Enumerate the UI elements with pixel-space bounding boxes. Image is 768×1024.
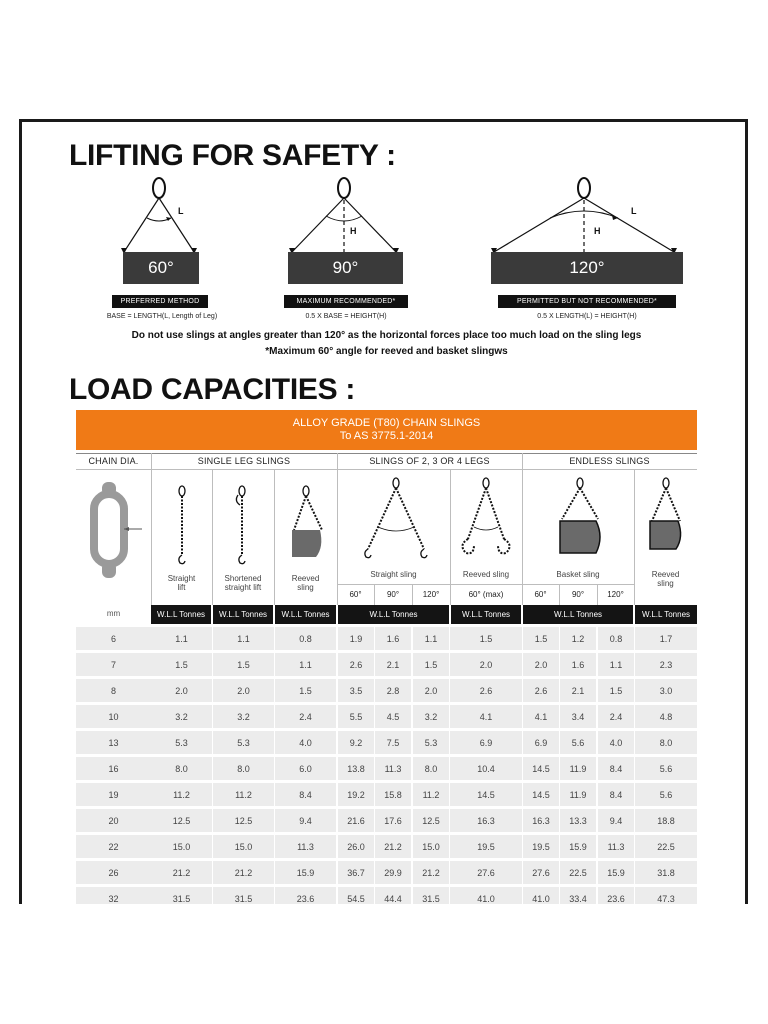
table-row <box>76 757 697 780</box>
chain-diameter-cell: 7 <box>76 653 151 676</box>
wll-cell: 31.8 <box>635 861 697 884</box>
tag-permitted: PERMITTED BUT NOT RECOMMENDED* <box>498 295 676 308</box>
wll-cell: 12.5 <box>213 809 274 832</box>
wll-cell: 11.9 <box>560 757 596 780</box>
chain-diameter-cell: 16 <box>76 757 151 780</box>
chain-diameter-cell: 20 <box>76 809 151 832</box>
header-single-leg: SINGLE LEG SLINGS <box>197 456 291 466</box>
wll-cell: 3.5 <box>338 679 374 702</box>
wll-cell: 8.0 <box>413 757 449 780</box>
lifting-title: LIFTING FOR SAFETY : <box>69 139 396 172</box>
banner-line-2: To AS 3775.1-2014 <box>339 430 434 442</box>
wll-cell: 3.2 <box>413 705 449 728</box>
wll-cell: 0.8 <box>598 627 634 650</box>
wll-cell: 41.0 <box>523 887 559 904</box>
wll-cell: 1.2 <box>560 627 596 650</box>
wll-cell: 5.3 <box>213 731 274 754</box>
wll-cell: 12.5 <box>413 809 449 832</box>
wll-cell: 13.3 <box>560 809 596 832</box>
wll-cell: 5.6 <box>635 783 697 806</box>
wll-cell: 4.0 <box>275 731 336 754</box>
wll-cell: 15.9 <box>560 835 596 858</box>
unit-mm: mm <box>106 609 121 618</box>
wll-cell: 1.9 <box>338 627 374 650</box>
chain-diameter-cell: 13 <box>76 731 151 754</box>
wll-cell: 1.5 <box>450 627 522 650</box>
wll-cell: 11.9 <box>560 783 596 806</box>
wll-cell: 9.4 <box>598 809 634 832</box>
wll-cell: 13.8 <box>338 757 374 780</box>
wll-cell: 1.1 <box>151 627 212 650</box>
table-row <box>76 705 697 728</box>
wll-cell: 11.3 <box>598 835 634 858</box>
wll-cell: 1.5 <box>275 679 336 702</box>
wll-cell: 15.8 <box>375 783 411 806</box>
chain-diameter-cell: 19 <box>76 783 151 806</box>
wll-cell: 1.5 <box>151 653 212 676</box>
height-label: H <box>594 226 601 236</box>
chain-diameter-cell: 32 <box>76 887 151 904</box>
wll-straight: W.L.L Tonnes <box>151 605 211 624</box>
wll-endless-reeved: W.L.L Tonnes <box>635 605 697 624</box>
wll-cell: 2.0 <box>450 653 522 676</box>
table-row <box>76 627 697 650</box>
wll-cell: 27.6 <box>450 861 522 884</box>
wll-cell: 4.5 <box>375 705 411 728</box>
angle-e120: 120° <box>607 590 624 599</box>
chain-diameter-cell: 6 <box>76 627 151 650</box>
wll-cell: 1.1 <box>275 653 336 676</box>
wll-cell: 2.4 <box>598 705 634 728</box>
table-banner <box>76 410 697 450</box>
wll-cell: 2.4 <box>275 705 336 728</box>
wll-cell: 29.9 <box>375 861 411 884</box>
wll-cell: 1.6 <box>560 653 596 676</box>
wll-cell: 3.2 <box>151 705 212 728</box>
table-row <box>76 679 697 702</box>
wll-cell: 4.8 <box>635 705 697 728</box>
wll-cell: 3.4 <box>560 705 596 728</box>
wll-cell: 2.1 <box>375 653 411 676</box>
wll-cell: 2.3 <box>635 653 697 676</box>
wll-cell: 18.8 <box>635 809 697 832</box>
wll-cell: 19.2 <box>338 783 374 806</box>
wll-cell: 36.7 <box>338 861 374 884</box>
table-row <box>76 861 697 884</box>
formula-60: BASE = LENGTH(L, Length of Leg) <box>106 313 218 320</box>
caption-endless-reeved: Reeved sling <box>651 570 680 588</box>
wll-cell: 8.0 <box>213 757 274 780</box>
wll-cell: 2.0 <box>413 679 449 702</box>
caption-reeved-sling: Reeved sling <box>462 570 510 579</box>
wll-cell: 2.6 <box>523 679 559 702</box>
wll-cell: 26.0 <box>338 835 374 858</box>
wll-cell: 8.4 <box>598 757 634 780</box>
basket-sling-icon <box>550 477 610 567</box>
wll-cell: 15.9 <box>275 861 336 884</box>
wll-cell: 15.0 <box>151 835 212 858</box>
shortened-lift-icon <box>230 485 254 567</box>
wll-cell: 1.1 <box>413 627 449 650</box>
height-label: H <box>350 226 357 236</box>
header-chain-dia: CHAIN DIA. <box>88 456 139 466</box>
wll-cell: 10.4 <box>450 757 522 780</box>
wll-cell: 3.0 <box>635 679 697 702</box>
wll-cell: 5.6 <box>560 731 596 754</box>
angle-plate-120: 120° <box>491 252 683 284</box>
chain-diameter-cell: 22 <box>76 835 151 858</box>
wll-cell: 1.1 <box>213 627 274 650</box>
wll-cell: 7.5 <box>375 731 411 754</box>
straight-sling-icon <box>358 477 434 567</box>
wll-cell: 2.8 <box>375 679 411 702</box>
table-row <box>76 887 697 904</box>
wll-cell: 2.0 <box>213 679 274 702</box>
wll-cell: 21.6 <box>338 809 374 832</box>
wll-cell: 8.4 <box>275 783 336 806</box>
wll-reeved: W.L.L Tonnes <box>275 605 336 624</box>
wll-cell: 4.0 <box>598 731 634 754</box>
wll-cell: 15.9 <box>598 861 634 884</box>
wll-cell: 21.2 <box>413 861 449 884</box>
wll-cell: 4.1 <box>523 705 559 728</box>
table-row <box>76 835 697 858</box>
leg-label: L <box>631 206 637 216</box>
leg-label: L <box>178 206 184 216</box>
angle-plate-60: 60° <box>123 252 199 284</box>
wll-cell: 27.6 <box>523 861 559 884</box>
wll-cell: 0.8 <box>275 627 336 650</box>
wll-reeved-multi: W.L.L Tonnes <box>451 605 521 624</box>
reeved-sling-icon <box>284 485 328 567</box>
table-row <box>76 653 697 676</box>
wll-cell: 23.6 <box>275 887 336 904</box>
wll-cell: 2.1 <box>560 679 596 702</box>
table-row <box>76 783 697 806</box>
wll-cell: 14.5 <box>450 783 522 806</box>
wll-cell: 21.2 <box>375 835 411 858</box>
header-endless: ENDLESS SLINGS <box>569 456 650 466</box>
angle-e90: 90° <box>571 590 585 599</box>
angle-e60: 60° <box>534 590 547 599</box>
wll-cell: 16.3 <box>450 809 522 832</box>
warning-text: Do not use slings at angles greater than 120° as the horizontal forces place too much load on the sling legs <box>131 330 642 341</box>
wll-cell: 5.3 <box>151 731 212 754</box>
wll-cell: 31.5 <box>213 887 274 904</box>
reeved-multi-sling-icon <box>454 477 518 567</box>
wll-cell: 21.2 <box>151 861 212 884</box>
chain-diameter-cell: 26 <box>76 861 151 884</box>
load-title: LOAD CAPACITIES : <box>69 373 356 406</box>
chain-diameter-cell: 10 <box>76 705 151 728</box>
document-sheet <box>19 119 748 904</box>
banner-line-1: ALLOY GRADE (T80) CHAIN SLINGS <box>292 417 481 429</box>
wll-cell: 8.0 <box>635 731 697 754</box>
angle-60: 60° <box>349 590 362 599</box>
wll-cell: 1.7 <box>635 627 697 650</box>
wll-cell: 5.6 <box>635 757 697 780</box>
wll-cell: 1.5 <box>523 627 559 650</box>
caption-straight-sling: Straight sling <box>370 570 417 579</box>
formula-120: 0.5 X LENGTH(L) = HEIGHT(H) <box>537 313 637 320</box>
caption-reeved: Reeved sling <box>291 574 320 592</box>
wll-cell: 33.4 <box>560 887 596 904</box>
endless-reeved-icon <box>646 477 686 567</box>
wll-cell: 17.6 <box>375 809 411 832</box>
wll-cell: 9.4 <box>275 809 336 832</box>
wll-cell: 6.9 <box>523 731 559 754</box>
wll-cell: 11.2 <box>151 783 212 806</box>
formula-90: 0.5 X BASE = HEIGHT(H) <box>305 313 387 320</box>
header-multi-leg: SLINGS OF 2, 3 OR 4 LEGS <box>369 456 490 466</box>
wll-cell: 21.2 <box>213 861 274 884</box>
angle-90: 90° <box>386 590 400 599</box>
master-link-icon <box>338 178 350 198</box>
wll-cell: 1.5 <box>413 653 449 676</box>
wll-shortened: W.L.L Tonnes <box>213 605 273 624</box>
wll-cell: 23.6 <box>598 887 634 904</box>
caption-basket-sling: Basket sling <box>556 570 600 579</box>
wll-cell: 22.5 <box>635 835 697 858</box>
wll-cell: 1.5 <box>213 653 274 676</box>
wll-cell: 2.6 <box>450 679 522 702</box>
wll-cell: 11.2 <box>213 783 274 806</box>
wll-cell: 1.6 <box>375 627 411 650</box>
wll-cell: 2.0 <box>151 679 212 702</box>
wll-cell: 1.1 <box>598 653 634 676</box>
footnote-text: *Maximum 60° angle for reeved and basket slingws <box>265 346 508 357</box>
wll-cell: 19.5 <box>450 835 522 858</box>
master-link-icon <box>153 178 165 198</box>
wll-cell: 14.5 <box>523 783 559 806</box>
table-row <box>76 809 697 832</box>
straight-lift-icon <box>170 485 194 567</box>
tag-maximum: MAXIMUM RECOMMENDED* <box>284 295 408 308</box>
wll-cell: 54.5 <box>338 887 374 904</box>
chain-link-icon <box>86 482 146 582</box>
wll-cell: 47.3 <box>635 887 697 904</box>
wll-cell: 5.3 <box>413 731 449 754</box>
wll-multi: W.L.L Tonnes <box>338 605 449 624</box>
angle-plate-90: 90° <box>288 252 403 284</box>
wll-cell: 12.5 <box>151 809 212 832</box>
wll-cell: 4.1 <box>450 705 522 728</box>
wll-cell: 9.2 <box>338 731 374 754</box>
wll-cell: 2.0 <box>523 653 559 676</box>
wll-cell: 8.4 <box>598 783 634 806</box>
wll-cell: 15.0 <box>213 835 274 858</box>
wll-cell: 31.5 <box>151 887 212 904</box>
wll-cell: 8.0 <box>151 757 212 780</box>
wll-cell: 16.3 <box>523 809 559 832</box>
master-link-icon <box>578 178 590 198</box>
wll-cell: 14.5 <box>523 757 559 780</box>
angle-120: 120° <box>422 590 440 599</box>
wll-cell: 31.5 <box>413 887 449 904</box>
tag-preferred: PREFERRED METHOD <box>112 295 208 308</box>
caption-shortened-lift: Shortened straight lift <box>224 574 262 592</box>
wll-cell: 11.3 <box>275 835 336 858</box>
wll-cell: 5.5 <box>338 705 374 728</box>
wll-endless: W.L.L Tonnes <box>523 605 633 624</box>
wll-cell: 15.0 <box>413 835 449 858</box>
angle-60-max: 60° (max) <box>468 590 504 599</box>
wll-cell: 2.6 <box>338 653 374 676</box>
caption-straight-lift: Straight lift <box>167 574 196 592</box>
wll-cell: 11.3 <box>375 757 411 780</box>
wll-cell: 19.5 <box>523 835 559 858</box>
wll-cell: 22.5 <box>560 861 596 884</box>
wll-cell: 3.2 <box>213 705 274 728</box>
wll-cell: 11.2 <box>413 783 449 806</box>
wll-cell: 6.9 <box>450 731 522 754</box>
wll-cell: 6.0 <box>275 757 336 780</box>
wll-cell: 1.5 <box>598 679 634 702</box>
chain-diameter-cell: 8 <box>76 679 151 702</box>
wll-cell: 41.0 <box>450 887 522 904</box>
wll-cell: 44.4 <box>375 887 411 904</box>
table-row <box>76 731 697 754</box>
